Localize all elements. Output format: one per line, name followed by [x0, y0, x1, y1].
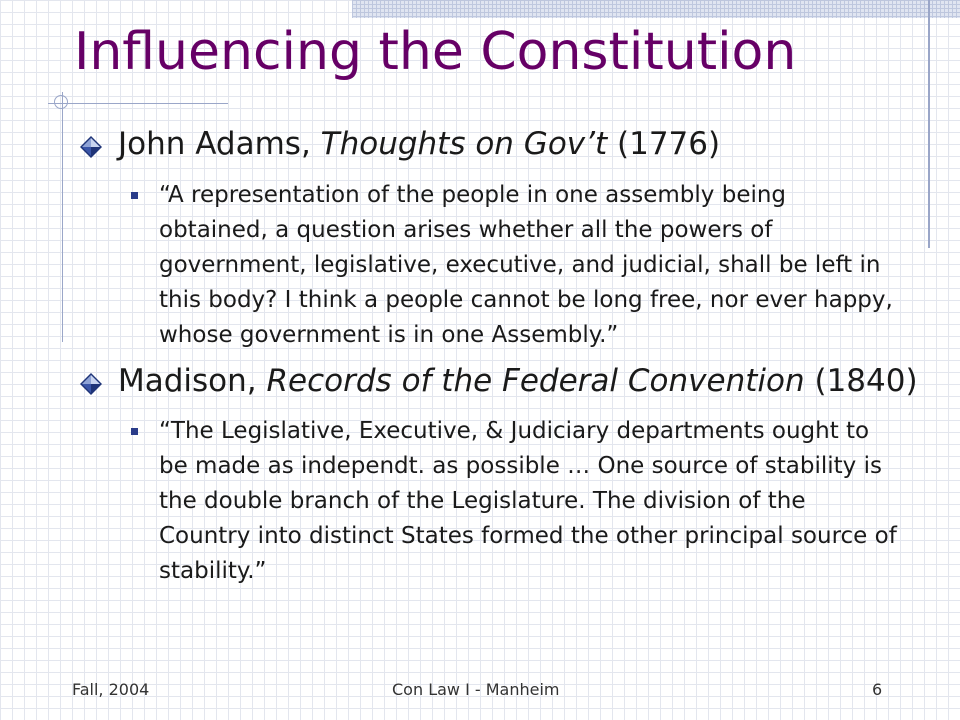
point-author: Madison, [118, 363, 257, 399]
decorative-title-rule [48, 103, 228, 104]
point-year: (1840) [814, 363, 918, 399]
quote-text: “The Legislative, Executive, & Judiciary departments ought to be made as independt. as possible … One source of stability is the double branch of the Legislature. The division of the Country into distinct States formed the other principal source of stability.” [159, 418, 897, 584]
point-author: John Adams, [118, 126, 311, 162]
point-work-title: Records of the Federal Convention [266, 363, 805, 399]
footer-page-number: 6 [872, 680, 883, 699]
point-year: (1776) [617, 126, 721, 162]
diamond-bullet-icon [80, 373, 102, 395]
point-heading [118, 126, 720, 162]
slide-title: Influencing the Constitution [74, 22, 797, 82]
decorative-left-line [62, 92, 63, 342]
point-heading [118, 363, 918, 399]
square-bullet-icon [131, 192, 138, 199]
quote-text: “A representation of the people in one assembly being obtained, a question arises whether all the powers of government, legislative, executive, and judicial, shall be left in this body? I think a people cannot be long free, nor ever happy, whose government is in one Assembly.” [159, 182, 893, 348]
decorative-crosshair-icon [54, 95, 68, 109]
diamond-bullet-icon [80, 136, 102, 158]
decorative-vertical-line [928, 0, 930, 248]
point-work-title: Thoughts on Gov’t [320, 126, 608, 162]
square-bullet-icon [131, 428, 138, 435]
decorative-corner-band [352, 0, 960, 18]
footer-course: Con Law I - Manheim [392, 680, 560, 699]
footer-date: Fall, 2004 [72, 680, 150, 699]
